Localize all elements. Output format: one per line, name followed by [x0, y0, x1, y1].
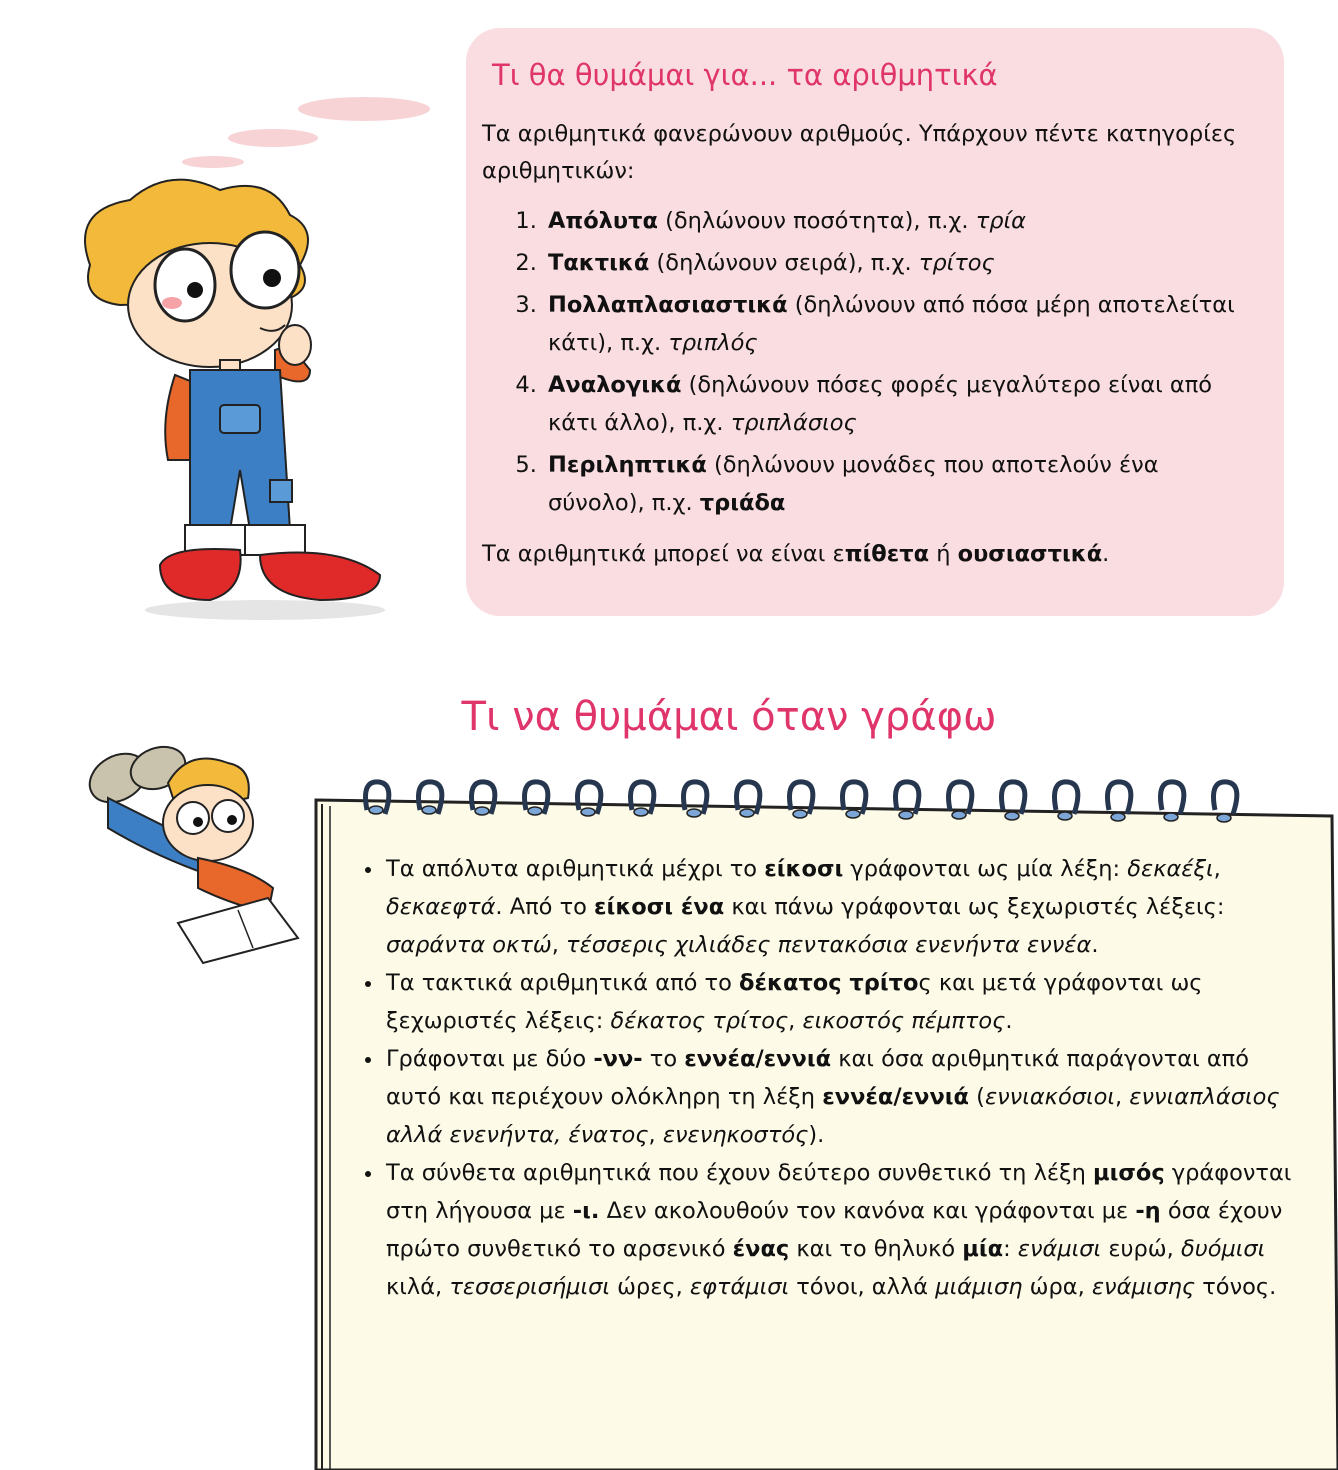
- category-desc: (δηλώνουν σειρά), π.χ.: [649, 250, 919, 276]
- thought-bubble-large: [298, 97, 430, 121]
- tip-text: . Από το: [495, 894, 595, 920]
- tip-text: ώρα,: [1022, 1274, 1092, 1300]
- tip-text: .: [1005, 1008, 1013, 1034]
- thinking-boy-illustration: [60, 170, 400, 630]
- summary-intro: Τα αριθμητικά φανερώνουν αριθμούς. Υπάρχουν πέντε κατηγορίες αριθμητικών:: [482, 121, 1237, 184]
- outro-text: ή: [929, 541, 958, 567]
- list-item: [384, 1154, 1304, 1306]
- summary-box: [466, 28, 1284, 616]
- tip-italic: δυόμισι: [1180, 1236, 1266, 1262]
- tip-italic: τέσσερις χιλιάδες πεντακόσια ενενήντα εννέα: [566, 932, 1092, 958]
- tip-text: ).: [808, 1122, 825, 1148]
- tip-italic: ενάμισης: [1091, 1274, 1196, 1300]
- tip-bold: μισός: [1093, 1160, 1165, 1186]
- tip-text: Δεν ακολουθούν τον κανόνα και γράφονται με: [599, 1198, 1136, 1224]
- category-example: τριπλός: [668, 330, 758, 356]
- tip-italic: σαράντα οκτώ: [386, 932, 552, 958]
- list-item: [384, 1040, 1304, 1154]
- tip-bold: μία: [962, 1236, 1004, 1262]
- tip-text: ,: [1114, 1084, 1130, 1110]
- tip-text: Τα τακτικά αριθμητικά από το: [386, 970, 740, 996]
- category-term: Περιληπτικά: [548, 452, 707, 478]
- tip-bold: εννέα/εννιά: [684, 1046, 832, 1072]
- tip-bold: εννέα/εννιά: [822, 1084, 969, 1110]
- writing-tips-list: [358, 850, 1304, 1306]
- list-item: [544, 446, 1258, 522]
- category-term: Τακτικά: [548, 250, 650, 276]
- tip-text: ς και μετά γράφονται ως ξεχωριστές λέξεις:: [386, 970, 1203, 1034]
- tip-text: Τα απόλυτα αριθμητικά μέχρι το: [386, 856, 765, 882]
- tip-text: και το θηλυκό: [789, 1236, 963, 1262]
- tip-text: τόνος.: [1195, 1274, 1277, 1300]
- tip-italic: δεκαέξι: [1127, 856, 1214, 882]
- tip-text: κιλά,: [386, 1274, 450, 1300]
- tip-text: Τα σύνθετα αριθμητικά που έχουν δεύτερο συνθετικό τη λέξη: [386, 1160, 1094, 1186]
- thought-bubble-small: [182, 156, 244, 168]
- category-example: τρία: [975, 208, 1026, 234]
- tip-text: ,: [1213, 856, 1221, 882]
- tip-italic: εννιακόσιοι: [984, 1084, 1115, 1110]
- list-item: [544, 244, 1258, 282]
- tip-italic: εννιαπλάσιος αλλά ενενήντα, ένατος: [386, 1084, 1280, 1148]
- outro-bold: πίθετα: [844, 541, 930, 567]
- tip-bold: ένας: [732, 1236, 790, 1262]
- tip-text: γράφονται ως μία λέξη:: [843, 856, 1128, 882]
- tip-italic: δεκαεφτά: [386, 894, 496, 920]
- category-term: Πολλαπλασιαστικά: [548, 292, 788, 318]
- tip-text: ,: [648, 1122, 663, 1148]
- tip-italic: μιάμιση: [935, 1274, 1023, 1300]
- numeral-categories-list: [482, 202, 1258, 522]
- list-item: [544, 366, 1258, 442]
- tip-italic: εικοστός πέμπτος: [802, 1008, 1006, 1034]
- tip-text: και πάνω γράφονται ως ξεχωριστές λέξεις:: [724, 894, 1225, 920]
- category-example: τριπλάσιος: [730, 410, 857, 436]
- thought-bubble-medium: [228, 129, 318, 147]
- category-desc: (δηλώνουν μονάδες που αποτελούν ένα σύνολο), π.χ.: [548, 452, 1159, 516]
- tip-text: όσα έχουν πρώτο συνθετικό το αρσενικό: [386, 1198, 1283, 1262]
- tip-text: ,: [788, 1008, 803, 1034]
- tip-italic: τεσσερισήμισι: [449, 1274, 610, 1300]
- tip-text: γράφονται στη λήγουσα με: [386, 1160, 1292, 1224]
- tip-italic: δέκατος τρίτος: [610, 1008, 789, 1034]
- category-term: Αναλογικά: [548, 372, 682, 398]
- list-item: [544, 202, 1258, 240]
- writing-boy-illustration: [68, 738, 304, 978]
- tip-text: .: [1091, 932, 1099, 958]
- tip-text: τόνοι, αλλά: [789, 1274, 936, 1300]
- summary-outro: [482, 536, 1258, 573]
- tip-text: το: [642, 1046, 685, 1072]
- tip-text: και όσα αριθμητικά παράγονται από αυτό και περιέχουν ολόκληρη τη λέξη: [386, 1046, 1249, 1110]
- tip-italic: εφτάμισι: [689, 1274, 790, 1300]
- tip-text: ,: [551, 932, 567, 958]
- list-item: [544, 286, 1258, 362]
- category-example: τριάδα: [699, 490, 786, 516]
- outro-text: .: [1102, 541, 1110, 567]
- summary-title: Τι θα θυμάμαι για... τα αριθμητικά: [492, 58, 998, 92]
- category-desc: (δηλώνουν ποσότητα), π.χ.: [657, 208, 976, 234]
- category-term: Απόλυτα: [548, 208, 658, 234]
- category-desc: (δηλώνουν από πόσα μέρη αποτελείται κάτι), π.χ.: [548, 292, 1235, 356]
- tip-bold: -νν-: [593, 1046, 643, 1072]
- tip-bold: -η: [1135, 1198, 1161, 1224]
- category-desc: (δηλώνουν πόσες φορές μεγαλύτερο είναι από κάτι άλλο), π.χ.: [548, 372, 1213, 436]
- tip-text: :: [1003, 1236, 1018, 1262]
- tip-italic: ενενηκοστός: [662, 1122, 809, 1148]
- tip-text: ώρες,: [609, 1274, 690, 1300]
- tip-bold: είκοσι: [764, 856, 844, 882]
- tip-bold: δέκατος τρίτο: [739, 970, 919, 996]
- writing-tips-title: Τι να θυμάμαι όταν γράφω: [461, 694, 997, 740]
- tip-text: Γράφονται με δύο: [386, 1046, 594, 1072]
- list-item: [384, 964, 1304, 1040]
- outro-bold: ουσιαστικά: [957, 541, 1103, 567]
- tip-italic: ενάμισι: [1017, 1236, 1102, 1262]
- list-item: [384, 850, 1304, 964]
- outro-text: Τα αριθμητικά μπορεί να είναι ε: [482, 541, 845, 567]
- tip-text: ευρώ,: [1101, 1236, 1181, 1262]
- tip-text: (: [969, 1084, 985, 1110]
- tip-bold: -ι.: [572, 1198, 600, 1224]
- category-example: τρίτος: [918, 250, 995, 276]
- tip-bold: είκοσι ένα: [594, 894, 725, 920]
